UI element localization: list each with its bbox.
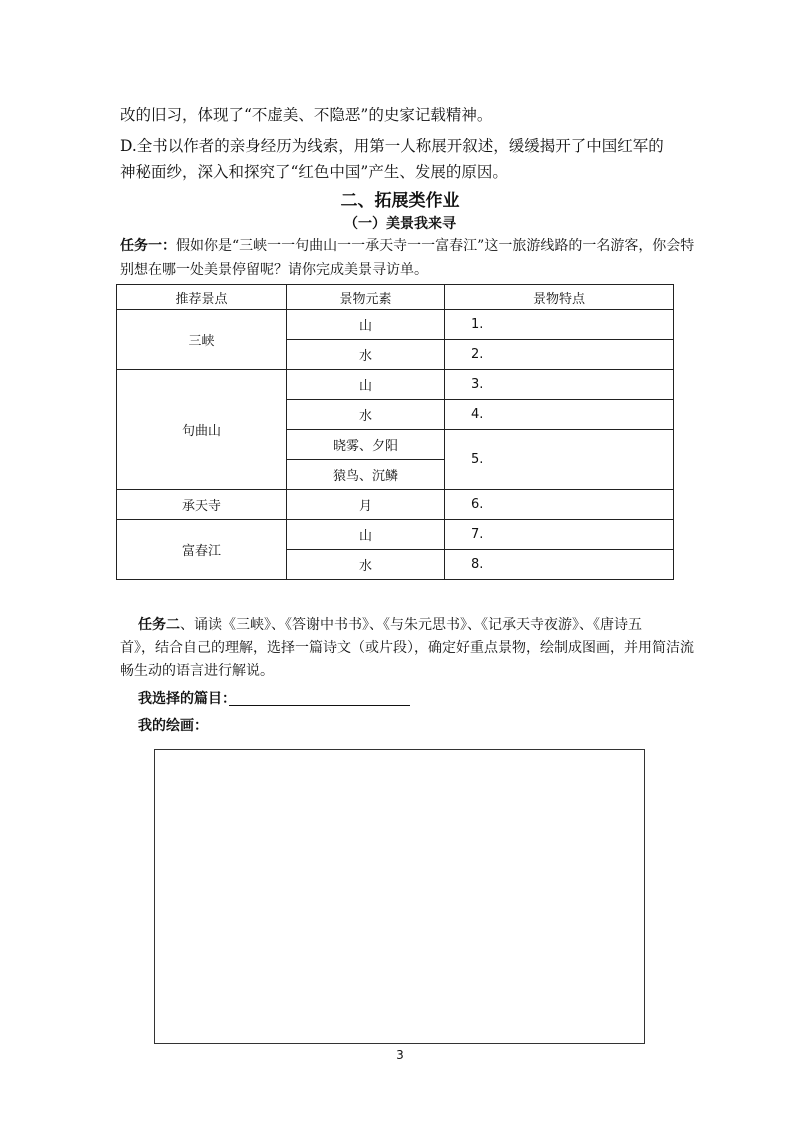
sub-title: （一）美景我来寻	[344, 216, 456, 232]
feature-cell[interactable]: 1.	[445, 310, 674, 340]
element-cell: 山	[287, 370, 445, 400]
choice-blank-line[interactable]	[229, 704, 410, 706]
task2-label: 任务二	[138, 617, 180, 633]
spot-cell: 句曲山	[117, 370, 287, 490]
choice-label: 我选择的篇目：	[138, 691, 236, 707]
element-cell: 晓雾、夕阳	[287, 430, 445, 460]
text-line-1: 改的旧习，体现了“不虚美、不隐恶”的史家记载精神。	[120, 106, 493, 124]
feature-cell[interactable]: 3.	[445, 370, 674, 400]
page-number: 3	[396, 1048, 404, 1062]
feature-cell[interactable]: 4.	[445, 400, 674, 430]
feature-cell[interactable]: 7.	[445, 520, 674, 550]
table-row	[117, 490, 674, 520]
element-cell: 水	[287, 550, 445, 580]
drawing-box[interactable]	[154, 749, 645, 1044]
scenery-table	[116, 284, 674, 580]
task2-text-1: 、诵读《三峡》、《答谢中书书》、《与朱元思书》、《记承天寺夜游》、《唐诗五	[180, 617, 642, 633]
element-cell: 山	[287, 310, 445, 340]
task2-line-1	[138, 615, 642, 635]
element-cell: 水	[287, 340, 445, 370]
task1-line-1	[120, 236, 694, 256]
table-row	[117, 370, 674, 400]
feature-cell[interactable]: 8.	[445, 550, 674, 580]
section-title: 二、拓展类作业	[340, 191, 460, 211]
task1-label: 任务一：	[120, 238, 176, 254]
header-element: 景物元素	[287, 285, 445, 310]
spot-cell: 富春江	[117, 520, 287, 580]
element-cell: 水	[287, 400, 445, 430]
element-cell: 月	[287, 490, 445, 520]
spot-cell: 三峡	[117, 310, 287, 370]
table-row	[117, 310, 674, 340]
drawing-label: 我的绘画：	[138, 718, 208, 734]
element-cell: 猿鸟、沉鳞	[287, 460, 445, 490]
task2-line-2: 首》，结合自己的理解，选择一篇诗文（或片段），确定好重点景物，绘制成图画，并用简洁流	[120, 640, 694, 656]
task1-line-2: 别想在哪一处美景停留呢？请你完成美景寻访单。	[120, 262, 428, 278]
table-header-row	[117, 285, 674, 310]
element-cell: 山	[287, 520, 445, 550]
feature-cell[interactable]: 6.	[445, 490, 674, 520]
task2-line-3: 畅生动的语言进行解说。	[120, 663, 274, 679]
feature-cell[interactable]: 2.	[445, 340, 674, 370]
spot-cell: 承天寺	[117, 490, 287, 520]
option-d-line-2: 神秘面纱，深入和探究了“红色中国”产生、发展的原因。	[120, 163, 508, 181]
option-d-line-1: D.全书以作者的亲身经历为线索，用第一人称展开叙述，缓缓揭开了中国红军的	[120, 137, 664, 155]
header-spot: 推荐景点	[117, 285, 287, 310]
header-feature: 景物特点	[445, 285, 674, 310]
feature-cell[interactable]: 5.	[445, 430, 674, 490]
table-row	[117, 520, 674, 550]
task1-text-1: 假如你是“三峡一一句曲山一一承天寺一一富春江”这一旅游线路的一名游客，你会特	[176, 238, 695, 254]
